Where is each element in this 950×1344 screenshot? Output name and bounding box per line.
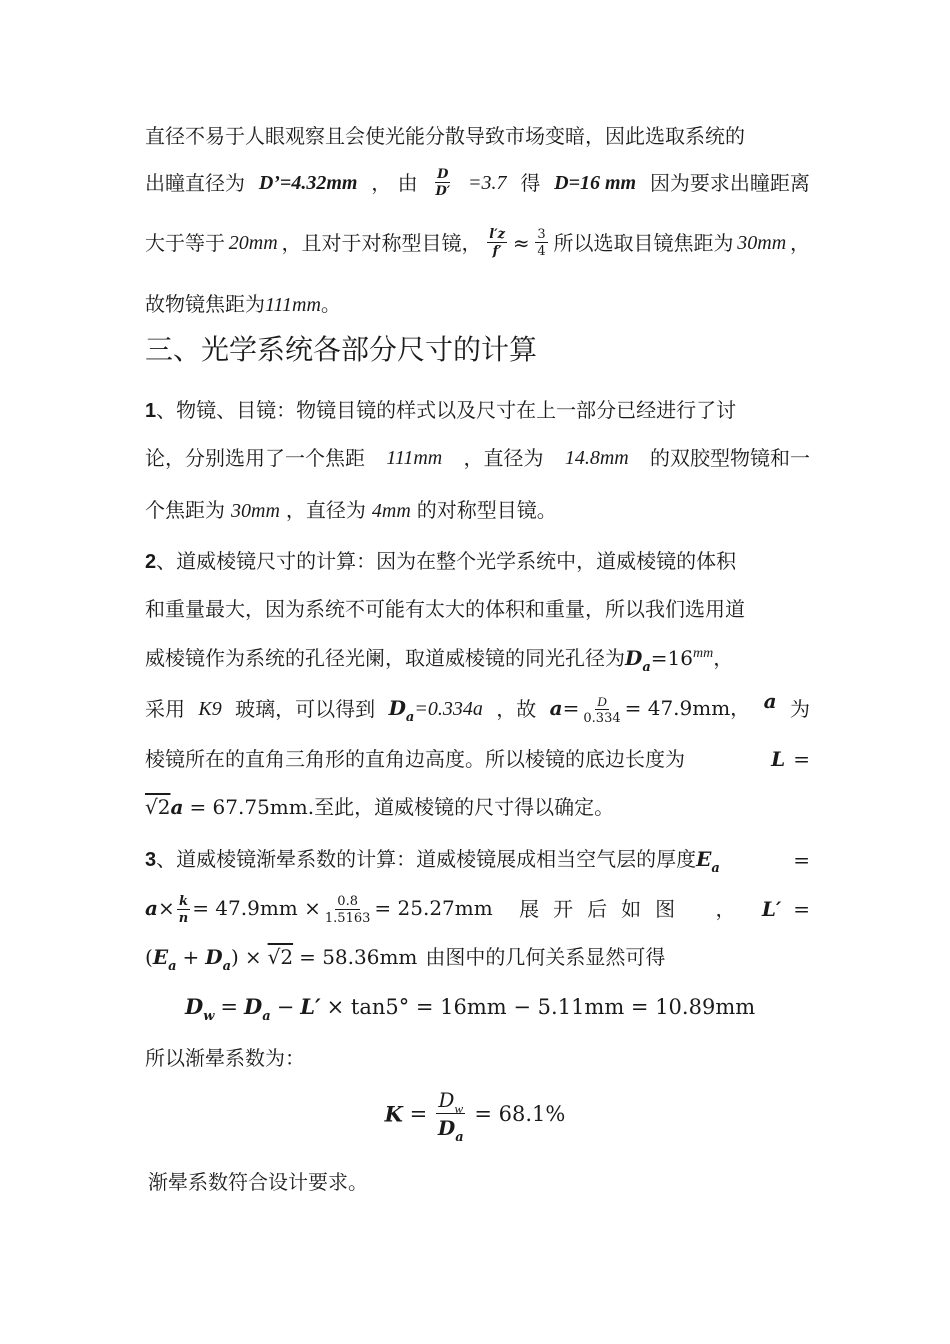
item3-line1 (145, 844, 810, 875)
glass-type: K9 (198, 697, 222, 720)
math-value: × tan5° = 16mm − 5.11mm = 10.89mm (326, 995, 756, 1019)
text: 所以选取目镜焦距为 (553, 231, 734, 255)
math-value: =16 (650, 646, 693, 670)
math-sub: a (262, 1009, 271, 1024)
math-D: D (388, 696, 406, 721)
distance-value: 20mm (228, 232, 278, 254)
math-L: L′ (761, 896, 782, 921)
text: 展开后如图 (519, 896, 690, 921)
item1-line2 (145, 443, 810, 473)
math-a: a (549, 696, 563, 720)
math-L: L′ (300, 994, 321, 1019)
text: 棱镜所在的直角三角形的直角边高度。所以棱镜的底边长度为 (145, 747, 685, 771)
math-L: L (771, 747, 786, 771)
math-sqrt: √2 (145, 795, 171, 819)
text: ， (715, 896, 736, 921)
item2-line3 (145, 643, 810, 673)
so-text: 所以渐晕系数为： (145, 1046, 305, 1070)
ratio-value: =3.7 (468, 172, 507, 194)
item2-line2: 和重量最大，因为系统不可能有太大的体积和重量，所以我们选用道 (145, 597, 745, 621)
math-value: = 25.27mm (374, 896, 493, 920)
math-E: E (696, 847, 712, 871)
text: 、道威棱镜渐晕系数的计算：道威棱镜展成相当空气层的厚度 (156, 847, 697, 871)
frac-num: 0.8 (337, 893, 358, 909)
para1-line4 (145, 289, 810, 320)
item1-line3 (145, 495, 810, 526)
para1-line1: 直径不易于人眼观察且会使光能分散导致市场变暗，因此选取系统的 (145, 124, 745, 148)
text: ， 由 (371, 171, 418, 195)
math-times: × (244, 945, 262, 969)
focal-value: 30mm (737, 232, 787, 254)
text: 出瞳直径为 (145, 171, 245, 195)
text: 论，分别选用了一个焦距 (145, 446, 365, 470)
math-minus: − (276, 995, 295, 1019)
text: ， (789, 231, 810, 255)
frac-den: D′ (435, 184, 451, 199)
item2-line1 (145, 546, 810, 577)
text: ，且对于对称型目镜， (281, 231, 482, 255)
text: 为 (789, 696, 810, 721)
text: 、物镜、目镜：物镜目镜的样式以及尺寸在上一部分已经进行了讨 (156, 398, 737, 422)
math-sub: a (455, 1130, 464, 1145)
text: 。 (320, 292, 341, 316)
math-sub: a (405, 710, 415, 726)
text: 个焦距为 (145, 498, 225, 522)
math-sub: a (168, 959, 177, 974)
fraction-d-over-dprime (433, 168, 452, 198)
math-paren: ) (231, 945, 239, 969)
value: 4mm (371, 500, 411, 522)
math-sub: a (711, 861, 720, 876)
math-sqrt: √2 (267, 945, 294, 969)
math-sub: a (642, 660, 651, 675)
objective-focal-value: 111mm (265, 294, 321, 316)
frac-num: l′z (489, 227, 506, 242)
text: 玻璃，可以得到 (235, 696, 376, 721)
item-number: 2 (145, 551, 157, 573)
value: 30mm (231, 500, 280, 522)
frac-den: 4 (537, 244, 546, 259)
text: ，直径为 (463, 446, 544, 470)
fraction-k-over-n (177, 895, 190, 925)
equation-k (0, 1088, 950, 1145)
math-K: K (384, 1101, 403, 1127)
item1-line1 (145, 395, 810, 426)
math-eq: = (562, 696, 580, 720)
fraction-3-4 (535, 228, 547, 258)
conclusion-text: 渐晕系数符合设计要求。 (148, 1170, 368, 1194)
frac-num: D (437, 167, 449, 182)
math-a: a (763, 688, 777, 713)
math-eq: = (793, 896, 810, 921)
math-a: a (170, 795, 184, 819)
value: 111mm (386, 447, 443, 469)
text: 威棱镜作为系统的孔径光阑，取道威棱镜的同光孔径为 (145, 646, 625, 670)
math-D: D (438, 1088, 455, 1112)
value: 14.8mm (564, 447, 629, 469)
text: 的对称型目镜。 (416, 498, 557, 522)
frac-den: f′ (492, 244, 502, 259)
text: 故物镜焦距为 (145, 292, 265, 316)
para1-line3 (145, 228, 810, 258)
math-sub: w (454, 1101, 464, 1116)
text: 因为要求出瞳距离 (649, 171, 810, 195)
math-value: = 67.75mm. (189, 795, 315, 819)
math-eq: = (793, 847, 810, 872)
math-paren: ( (145, 945, 153, 969)
math-value: = 47.9mm， (624, 696, 751, 720)
math-D: D (185, 994, 204, 1019)
math-D: D (244, 994, 263, 1019)
item2-line5 (145, 744, 810, 774)
text: 大于等于 (145, 231, 225, 255)
math-D: D (437, 1116, 456, 1140)
equation-dw (185, 992, 850, 1022)
math-plus: + (182, 945, 200, 969)
fraction-lz-over-f (487, 228, 507, 258)
section-heading: 三、光学系统各部分尺寸的计算 (145, 333, 538, 366)
text: 的双胶型物镜和一 (650, 446, 810, 470)
math-E: E (152, 945, 169, 969)
para1-line2 (145, 168, 810, 198)
text: 、道威棱镜尺寸的计算：因为在整个光学系统中，道威棱镜的体积 (156, 549, 737, 573)
math-eq: = (793, 747, 810, 771)
approx-symbol: ≈ (512, 231, 530, 255)
math-eq: = (220, 995, 239, 1019)
frac-num: D (597, 693, 607, 709)
item3-line2 (145, 893, 810, 925)
item-number: 3 (145, 849, 157, 871)
text: 由图中的几何关系显然可得 (425, 945, 666, 969)
math-sub: w (203, 1009, 215, 1024)
entrance-diameter-value: D=16 mm (554, 172, 637, 194)
item2-line6 (145, 792, 810, 822)
item3-line3 (145, 942, 810, 972)
text: ，故 (496, 696, 537, 721)
math-value: = 47.9mm × (192, 896, 321, 920)
frac-den: 1.5163 (324, 910, 371, 926)
frac-den: 0.334 (583, 710, 621, 726)
math-sub: a (222, 959, 232, 974)
math-D: D (625, 646, 643, 670)
text: 采用 (145, 696, 185, 721)
math-sup: mm (693, 646, 714, 661)
frac-num: 3 (537, 227, 546, 242)
math-value: = 68.1% (474, 1102, 566, 1126)
math-D: D (205, 945, 223, 969)
math-value: =0.334a (414, 698, 483, 721)
math-eq: = (409, 1102, 428, 1126)
math-value: = 58.36mm (299, 945, 418, 969)
item2-line4 (145, 688, 810, 726)
text: 得 (520, 171, 541, 195)
frac-num: k (178, 893, 188, 909)
exit-pupil-value: D’=4.32mm (258, 172, 358, 194)
item-number: 1 (145, 400, 157, 422)
math-times: × (157, 896, 175, 920)
frac-den: n (178, 910, 189, 926)
fraction-08-over-15163 (323, 895, 373, 925)
fraction-dw-over-da (436, 1088, 466, 1145)
text: ， (713, 646, 734, 670)
math-a: a (145, 896, 158, 920)
fraction-d-over-0334 (581, 695, 622, 725)
text: ，直径为 (285, 498, 366, 522)
text: 至此，道威棱镜的尺寸得以确定。 (314, 795, 615, 819)
